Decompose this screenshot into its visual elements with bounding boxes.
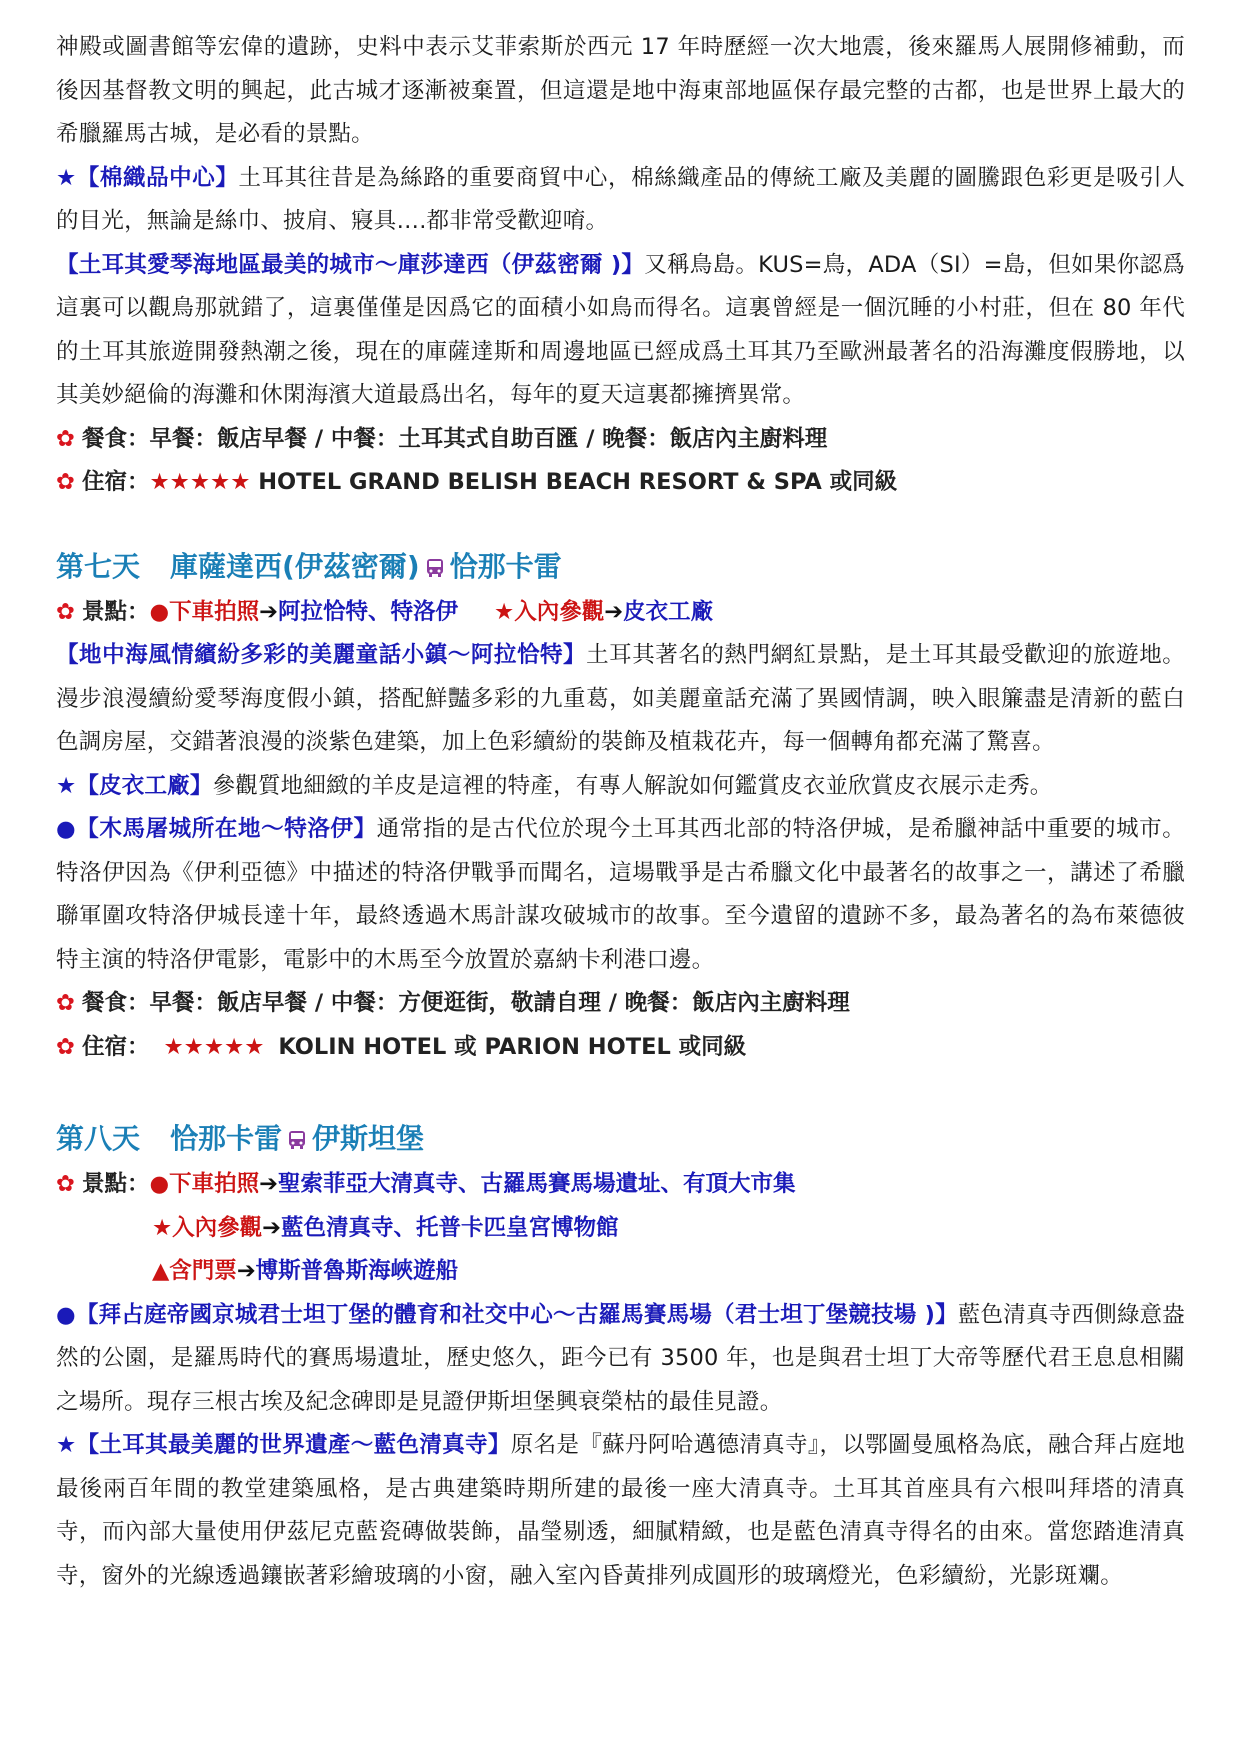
hotel-name: HOTEL GRAND BELISH BEACH RESORT & SPA 或同級 — [250, 469, 898, 495]
kusadasi-title: 【土耳其愛琴海地區最美的城市～庫莎達西（伊茲密爾 )】 — [56, 251, 645, 278]
day8-to: 伊斯坦堡 — [312, 1122, 425, 1155]
star-icon: ★ — [56, 164, 77, 191]
bluemosque-title: 【土耳其最美麗的世界遺產～藍色清真寺】 — [76, 1432, 511, 1458]
arrow-icon: ➔ — [236, 1258, 256, 1284]
cotton-text: 土耳其往昔是為絲路的重要商貿中心，棉絲織產品的傳統工廠及美麗的圖騰跟色彩更是吸引人的目光，無論是絲巾、披肩、寢具….都非常受歡迎唷。 — [56, 164, 1186, 234]
leather-text: 參觀質地細緻的羊皮是這裡的特產，有專人解說如何鑑賞皮衣並欣賞皮衣展示走秀。 — [212, 772, 1053, 799]
photo-items: 聖索菲亞大清真寺、古羅馬賽馬場遺址、有頂大市集 — [278, 1171, 796, 1197]
kusadasi-text: 又稱鳥島。KUS=鳥，ADA（SI）=島，但如果你認爲這裏可以觀鳥那就錯了，這裏僅僅是因爲它的面積小如鳥而得名。這裏曾經是一個沉睡的小村莊，但在 80 年代的土耳其旅遊開發熱潮之後，現在的庫薩達斯和周邊地區已經成爲土耳其乃至歐洲最著名的沿海灘度假勝地，以其美妙絕倫的海灘和休閑海濱大道最爲出名，每年的夏天這裏都擁擠異常。 — [56, 251, 1185, 408]
ticket-items: 博斯普魯斯海峽遊船 — [255, 1258, 459, 1284]
ephesus-paragraph: 神殿或圖書館等宏偉的遺跡，史料中表示艾菲索斯於西元 17 年時歷經一次大地震，後來羅馬人展開修補動，而後因基督教文明的興起，此古城才逐漸被棄置，但這還是地中海東部地區保存最完整的古都，也是世界上最大的希臘羅馬古城，是必看的景點。 — [56, 34, 1185, 147]
troy-title: 【木馬屠城所在地～特洛伊】 — [76, 816, 377, 842]
alacati-text: 土耳其著名的熱門網紅景點，是土耳其最受歡迎的旅遊地。漫步浪漫續紛愛琴海度假小鎮，搭配鮮豔多彩的九重葛，如美麗童話充滿了異國情調，映入眼簾盡是清新的藍白色調房屋，交錯著浪漫的淡紫色建築，加上色彩續紛的裝飾及植栽花卉，每一個轉角都充滿了驚喜。 — [56, 642, 1186, 755]
kusadasi-paragraph — [56, 244, 1185, 418]
cotton-paragraph — [56, 157, 1185, 244]
day8-visit-line — [56, 1207, 1185, 1251]
flower-icon: ✿ — [56, 469, 75, 495]
sights-label: 景點： — [82, 598, 150, 625]
hotel-line — [56, 461, 1185, 505]
leather-title: 【皮衣工廠】 — [76, 772, 213, 799]
leather-paragraph — [56, 765, 1185, 809]
troy-text: 通常指的是古代位於現今土耳其西北部的特洛伊城，是希臘神話中重要的城市。特洛伊因為《伊利亞德》中描述的特洛伊戰爭而聞名，這場戰爭是古希臘文化中最著名的故事之一，講述了希臘聯軍圍攻特洛伊城長達十年，最終透過木馬計謀攻破城市的故事。至今遺留的遺跡不多，最為著名的為布萊德彼特主演的特洛伊電影，電影中的木馬至今放置於嘉納卡利港口邊。 — [56, 816, 1185, 973]
day7-from: 庫薩達西(伊茲密爾) — [170, 549, 420, 583]
dot-icon: ● — [56, 816, 77, 842]
bus-icon — [424, 557, 446, 579]
visit-label: ★入內參觀 — [494, 598, 605, 625]
star-icon: ★ — [56, 772, 77, 799]
hotel-stars: ★★★★★ — [149, 469, 251, 495]
alacati-paragraph — [56, 634, 1185, 765]
meals-line — [56, 418, 1185, 462]
ticket-label: ▲含門票 — [152, 1258, 237, 1284]
day8-from: 恰那卡雷 — [170, 1122, 283, 1155]
bluemosque-text: 原名是『蘇丹阿哈邁德清真寺』，以鄂圖曼風格為底，融合拜占庭地最後兩百年間的教堂建築風格，是古典建築時期所建的最後一座大清真寺。土耳其首座具有六根叫拜塔的清真寺，而內部大量使用伊茲尼克藍瓷磚做裝飾，晶瑩剔透，細膩精緻，也是藍色清真寺得名的由來。當您踏進清真寺，窗外的光線透過鑲嵌著彩繪玻璃的小窗，融入室內昏黃排列成圓形的玻璃燈光，色彩續紛，光影斑斕。 — [56, 1432, 1185, 1589]
visit-items: 皮衣工廠 — [623, 598, 714, 625]
bluemosque-paragraph — [56, 1424, 1185, 1598]
photo-items: 阿拉恰特、特洛伊 — [278, 598, 459, 625]
dot-icon: ● — [56, 1301, 76, 1328]
visit-label: ★入內參觀 — [152, 1214, 263, 1241]
meals-text: 餐食：早餐：飯店早餐 / 中餐：土耳其式自助百匯 / 晚餐：飯店內主廚料理 — [82, 425, 828, 452]
flower-icon: ✿ — [56, 990, 75, 1016]
meals-text: 餐食：早餐：飯店早餐 / 中餐：方便逛街，敬請自理 / 晚餐：飯店內主廚料理 — [82, 990, 850, 1016]
arrow-icon: ➔ — [259, 598, 279, 625]
day8-heading — [56, 1119, 1185, 1159]
arrow-icon: ➔ — [262, 1214, 282, 1241]
flower-icon: ✿ — [56, 425, 75, 452]
flower-icon: ✿ — [56, 1171, 75, 1197]
hippodrome-text: 藍色清真寺西側綠意盎然的公園，是羅馬時代的賽馬場遺址，歷史悠久，距今已有 3500 年，也是與君士坦丁大帝等歷代君王息息相關之場所。現存三根古埃及紀念碑即是見證伊斯坦堡興衰榮枯的最佳見證。 — [56, 1301, 1185, 1415]
day8-day: 第八天 — [56, 1122, 141, 1155]
troy-paragraph — [56, 808, 1185, 982]
hotel-label: 住宿： — [82, 469, 150, 495]
day7-to: 恰那卡雷 — [449, 549, 562, 583]
hotel-label: 住宿： — [82, 1033, 150, 1060]
visit-items: 藍色清真寺、托普卡匹皇宮博物館 — [281, 1214, 619, 1241]
bus-icon — [286, 1129, 308, 1151]
star-icon: ★ — [56, 1432, 77, 1458]
day7-sights-line — [56, 591, 1185, 635]
hippodrome-title: 【拜占庭帝國京城君士坦丁堡的體育和社交中心～古羅馬賽馬場（君士坦丁堡競技場 )】 — [75, 1301, 958, 1328]
photo-label: ●下車拍照 — [149, 1171, 260, 1197]
flower-icon: ✿ — [56, 598, 75, 625]
photo-label: ●下車拍照 — [149, 598, 260, 625]
day7-hotel-line — [56, 1026, 1185, 1070]
day8-ticket-line — [56, 1250, 1185, 1294]
day8-sights-line — [56, 1163, 1185, 1207]
cotton-title: 【棉織品中心】 — [76, 164, 239, 191]
day7-day: 第七天 — [56, 549, 141, 583]
hippodrome-paragraph — [56, 1294, 1185, 1425]
arrow-icon: ➔ — [604, 598, 624, 625]
sights-label: 景點： — [82, 1171, 150, 1197]
hotel-stars: ★★★★★ — [163, 1033, 265, 1060]
day7-heading — [56, 547, 1185, 587]
alacati-title: 【地中海風情繽紛多彩的美麗童話小鎮～阿拉恰特】 — [56, 642, 587, 668]
day7-meals-line — [56, 982, 1185, 1026]
hotel-name: KOLIN HOTEL 或 PARION HOTEL 或同級 — [278, 1033, 747, 1060]
arrow-icon: ➔ — [259, 1171, 279, 1197]
flower-icon: ✿ — [56, 1033, 75, 1060]
